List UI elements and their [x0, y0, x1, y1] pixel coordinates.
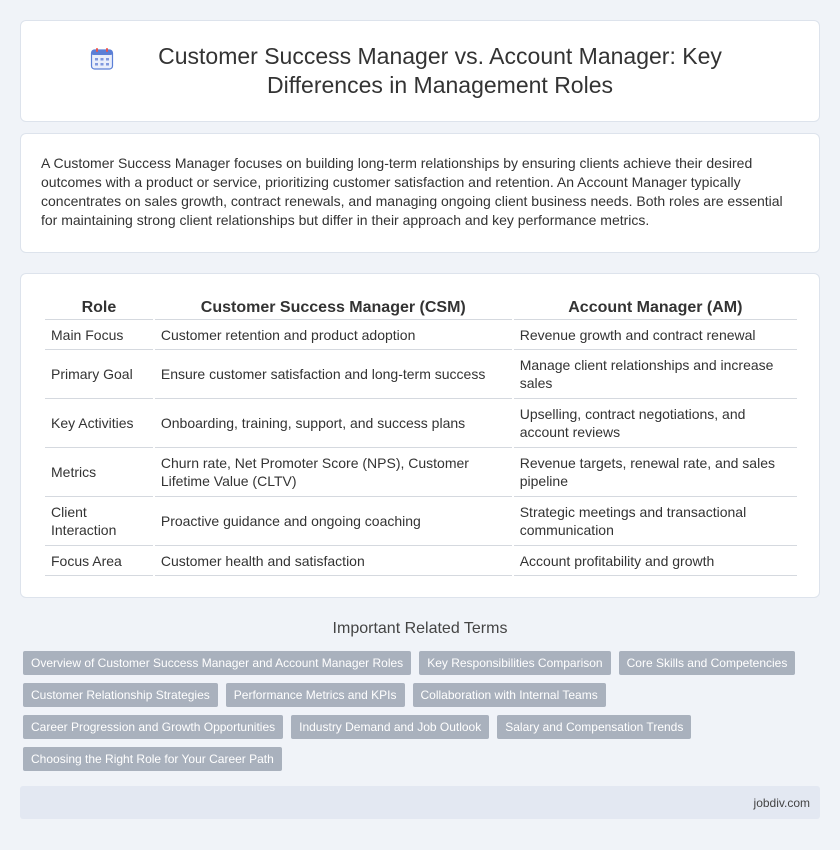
related-term-tag[interactable]: Choosing the Right Role for Your Career Path	[23, 747, 282, 771]
table-row	[45, 320, 797, 350]
am-cell: Revenue growth and contract renewal	[514, 320, 797, 350]
related-term-tag[interactable]: Performance Metrics and KPIs	[226, 683, 405, 707]
header-am: Account Manager (AM)	[514, 294, 797, 320]
csm-cell: Churn rate, Net Promoter Score (NPS), Customer Lifetime Value (CLTV)	[155, 448, 512, 497]
intro-card	[20, 133, 820, 253]
title-wrap	[90, 42, 750, 100]
csm-cell: Customer retention and product adoption	[155, 320, 512, 350]
footer	[20, 786, 820, 819]
comparison-table	[43, 294, 799, 576]
related-term-tag[interactable]: Key Responsibilities Comparison	[419, 651, 610, 675]
related-term-tag[interactable]: Overview of Customer Success Manager and Account Manager Roles	[23, 651, 411, 675]
table-row	[45, 399, 797, 448]
row-label: Key Activities	[45, 399, 153, 448]
related-term-tag[interactable]: Customer Relationship Strategies	[23, 683, 218, 707]
page-title: Customer Success Manager vs. Account Manager: Key Differences in Management Roles	[158, 43, 722, 98]
header-card	[20, 20, 820, 122]
row-label: Metrics	[45, 448, 153, 497]
row-label: Main Focus	[45, 320, 153, 350]
related-term-tag[interactable]: Core Skills and Competencies	[619, 651, 796, 675]
row-label: Focus Area	[45, 546, 153, 576]
header-role: Role	[45, 294, 153, 320]
related-term-tag[interactable]: Collaboration with Internal Teams	[413, 683, 606, 707]
am-cell: Strategic meetings and transactional communication	[514, 497, 797, 546]
table-row	[45, 448, 797, 497]
related-terms-heading: Important Related Terms	[332, 620, 508, 637]
csm-cell: Ensure customer satisfaction and long-term success	[155, 350, 512, 399]
csm-cell: Proactive guidance and ongoing coaching	[155, 497, 512, 546]
csm-cell: Customer health and satisfaction	[155, 546, 512, 576]
footer-site-link[interactable]: jobdiv.com	[753, 795, 810, 810]
am-cell: Upselling, contract negotiations, and account reviews	[514, 399, 797, 448]
table-header-row	[45, 294, 797, 320]
table-row	[45, 546, 797, 576]
calendar-icon	[90, 47, 114, 76]
am-cell: Account profitability and growth	[514, 546, 797, 576]
am-cell: Revenue targets, renewal rate, and sales pipeline	[514, 448, 797, 497]
header-csm: Customer Success Manager (CSM)	[155, 294, 512, 320]
intro-paragraph: A Customer Success Manager focuses on building long-term relationships by ensuring clients achieve their desired outcomes with a product or service, prioritizing customer satisfaction and retention. An Account Manager typically concentrates on sales growth, contract renewals, and managing ongoing client business needs. Both roles are essential for maintaining strong client relationships but differ in their approach and key performance metrics.	[41, 155, 783, 228]
related-term-tag[interactable]: Career Progression and Growth Opportunities	[23, 715, 283, 739]
comparison-table-card	[20, 273, 820, 598]
table-row	[45, 497, 797, 546]
row-label: Client Interaction	[45, 497, 153, 546]
csm-cell: Onboarding, training, support, and success plans	[155, 399, 512, 448]
table-row	[45, 350, 797, 399]
row-label: Primary Goal	[45, 350, 153, 399]
related-term-tag[interactable]: Salary and Compensation Trends	[497, 715, 691, 739]
related-terms-tags	[23, 651, 813, 771]
related-term-tag[interactable]: Industry Demand and Job Outlook	[291, 715, 489, 739]
am-cell: Manage client relationships and increase sales	[514, 350, 797, 399]
